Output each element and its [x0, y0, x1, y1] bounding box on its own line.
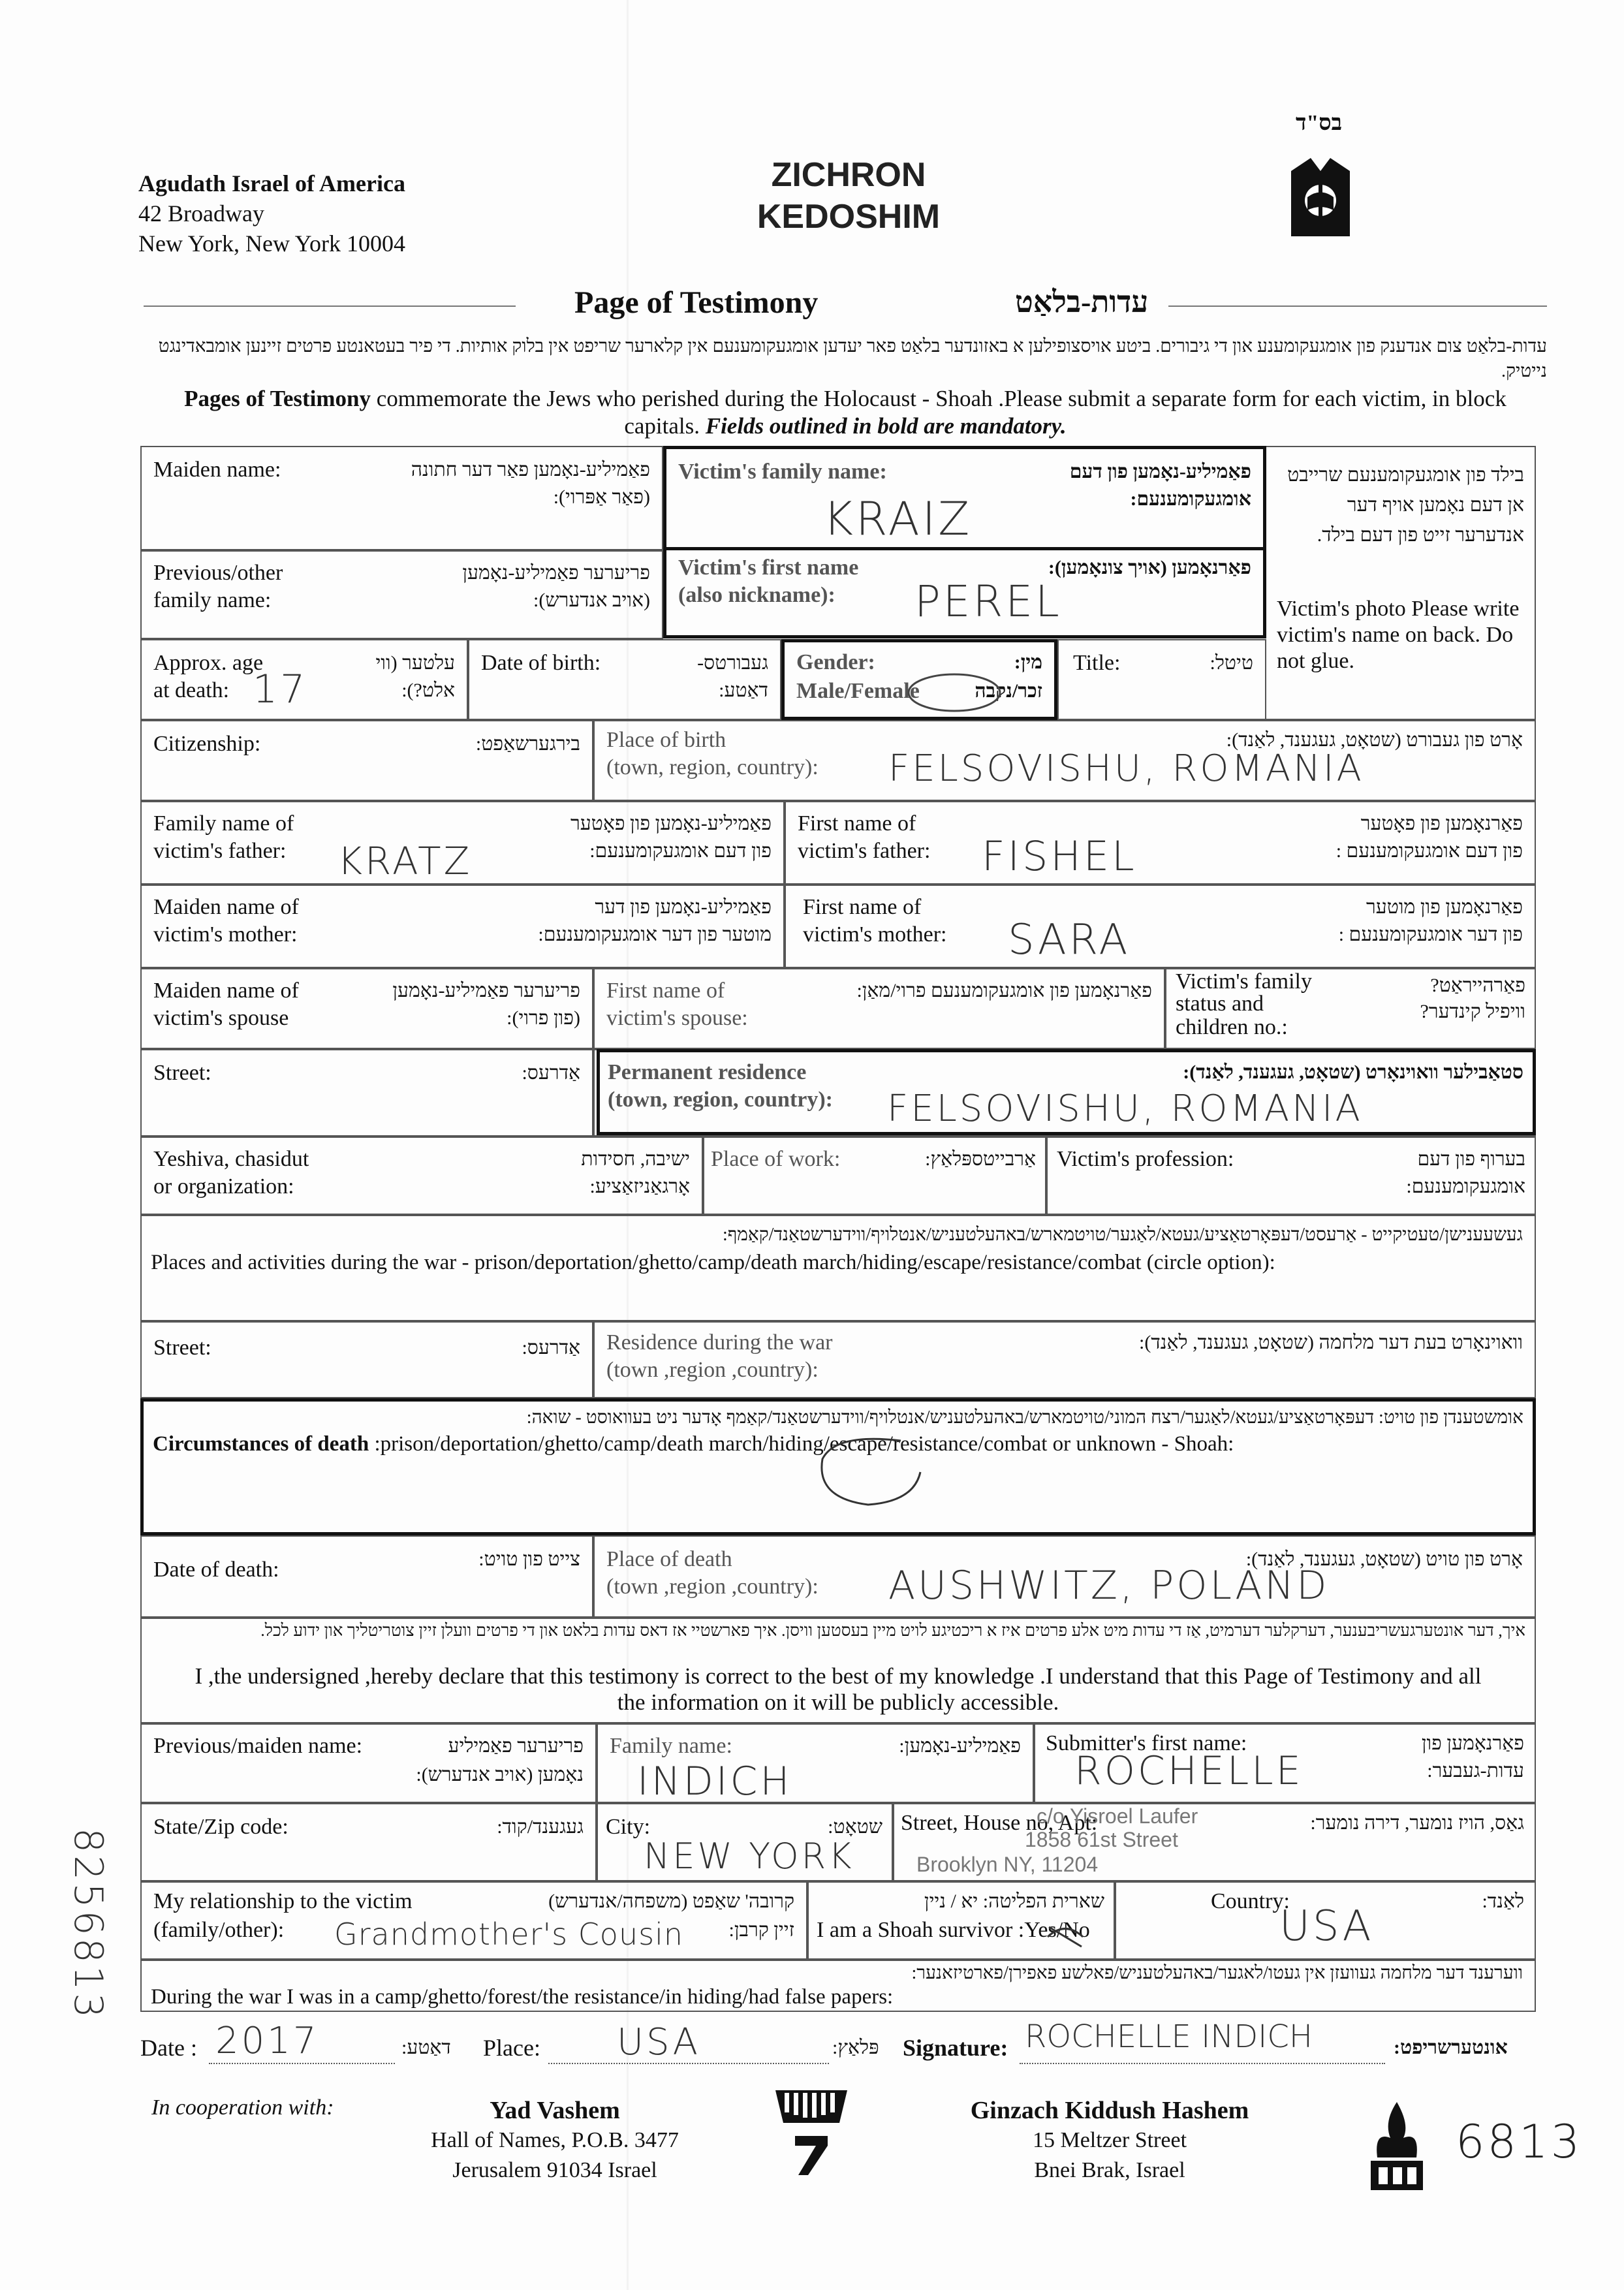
war-places-en: Places and activities during the war - prison/deportation/ghetto/camp/death march/hiding/escape/resistance/combat (circle option): [151, 1251, 1275, 1274]
father-family-he1: פאַמיליע-נאָמען פון פאָטער [570, 813, 772, 834]
family-status-en1: Victim's family [1176, 969, 1312, 994]
father-family-en2: victim's father: [153, 839, 287, 863]
signature-label: Signature: [903, 2035, 1008, 2061]
sub-family-label: Family name: [610, 1734, 732, 1758]
circ-en-text: :prison/deportation/ghetto/camp/death march/hiding/escape/resistance/combat or unknown - Shoah: [369, 1432, 1234, 1456]
maiden-name-label: Maiden name: [153, 458, 281, 482]
sub-family-he: פאַמיליע-נאָמען: [899, 1735, 1021, 1757]
date-line [209, 2063, 395, 2064]
maiden-name-cell[interactable] [140, 446, 663, 550]
country-cell[interactable] [1115, 1881, 1536, 1960]
pod-en2: (town ,region ,country): [606, 1575, 819, 1599]
age-he: עלטער (ווי אלט?): [375, 652, 455, 701]
place-of-birth-cell[interactable] [593, 720, 1536, 801]
perm-res-value[interactable]: FELSOVISHU, ROMANIA [887, 1088, 1363, 1130]
camp-circle-icon [809, 1433, 927, 1511]
circ-en [153, 1430, 1234, 1458]
agudath-logo-icon [1285, 145, 1356, 246]
sub-family-value[interactable]: INDICH [637, 1759, 792, 1804]
father-family-he2: פון דעם אומגעקומענעם: [589, 840, 772, 862]
spouse-first-cell[interactable] [593, 968, 1165, 1049]
bsd-mark: בס"ד [1296, 111, 1342, 135]
org-block [138, 168, 405, 259]
father-family-en1: Family name of [153, 811, 294, 836]
place-he: פּלאַץ: [832, 2037, 879, 2058]
death-date-cell[interactable] [140, 1535, 593, 1618]
war-res-he: וואוינאָרט בעת דער מלחמה (שטאָט, געגענד, לאַנד): [1139, 1332, 1523, 1353]
circ-he: אומשטענדן פון טויט: דעפּאָרטאַציע/געטא/לאַגער/רצח המוני/טויטמארש/באהעלטעניש/אנטלויף/ווידערשטאַנד/קאַמף אָדער ניט בעוואוסט - שואה: [526, 1407, 1523, 1428]
father-first-he1: פאַרנאָמען פון פאָטער [1360, 813, 1523, 834]
mother-maiden-en1: Maiden name of [153, 895, 299, 919]
relationship-he2: זיין קרבן: [728, 1919, 794, 1941]
yeshiva-he1: ישיבה, חסידות [581, 1148, 690, 1170]
city-cell[interactable] [597, 1803, 893, 1881]
circ-en-bold: Circumstances of death [153, 1432, 369, 1456]
spouse-first-en2: victim's spouse: [606, 1006, 748, 1030]
photo-he: בילד פון אומגעקומענעם שרייבט אן דעם נאָמען אויף דער אנדערער זייט פון דעם בילד. [1287, 464, 1524, 546]
profession-he1: בערוף פון דעם [1417, 1148, 1525, 1170]
margin-number: 8256813 [65, 1828, 111, 2021]
age-en2: at death: [153, 678, 230, 702]
dob-cell[interactable] [468, 639, 781, 720]
street-label: Street: [153, 1061, 211, 1085]
war-places-he: געשעענישן/טעטיקייט - אַרעסט/דעפּאָרטאַציע/געטא/לאַגער/טויטמארש/באהעלטעניש/אנטלויף/ווידערשטאַנד/קאַמף: [723, 1225, 1523, 1245]
relationship-en2: (family/other): [153, 1918, 285, 1942]
age-cell[interactable] [140, 639, 468, 720]
age-value[interactable]: 17 [253, 667, 308, 712]
family-status-en3: children no.: [1176, 1015, 1288, 1039]
gk-addr1: 15 Meltzer Street [1032, 2128, 1187, 2152]
work-he: אַרבייטספּלאַץ: [925, 1148, 1036, 1170]
state-zip-label: State/Zip code: [153, 1815, 289, 1839]
photo-cell[interactable] [1266, 446, 1536, 720]
yeshiva-en1: Yeshiva, chasidut [153, 1147, 309, 1171]
war-me-en: During the war I was in a camp/ghetto/forest/the resistance/in hiding/had false papers: [151, 1985, 894, 2009]
title-line1: ZICHRON [771, 156, 926, 194]
war-me-he: ווערענד דער מלחמה געוועזן אין געטו/לאגער/באהעלטעניש/פאלשע פאפירן/פארטיזאנער: [911, 1963, 1523, 1983]
org-address2: New York, New York 10004 [138, 230, 406, 257]
place-of-work-cell[interactable] [703, 1137, 1046, 1215]
pod-value[interactable]: AUSHWITZ, POLAND [888, 1563, 1330, 1608]
state-zip-he: געגענד/קוד: [497, 1816, 584, 1838]
ginzach-block [914, 2095, 1305, 2186]
gender-he1: מין: [1014, 651, 1042, 673]
org-name: Agudath Israel of America [138, 170, 405, 196]
perm-res-en2: (town, region, country): [608, 1088, 833, 1112]
title-he: עדות-בלאַט [1015, 285, 1149, 319]
ginzach-logo-icon [1358, 2099, 1436, 2200]
pod-he: אָרט פון טויט (שטאָט, געגענד, לאַנד): [1245, 1548, 1523, 1570]
declaration-he: איך, דער אונטערגעשריבענער, דערקלער דערמיט, אַז די עדות מיט אלע פרטים איז א ריכטיגע לויט מיין בעסטען וויסן. איך פארשטיי אז דאס עדות בלאט און די פרטים וועלן זיין צוטריטליך און ידוע לכל. [260, 1621, 1525, 1640]
family-status-he2: וויפיל קינדער? [1420, 1001, 1525, 1022]
family-status-en2: status and [1176, 992, 1264, 1016]
place-label: Place: [483, 2035, 540, 2061]
mother-first-cell[interactable] [785, 885, 1536, 968]
prev-family-cell[interactable] [140, 550, 663, 639]
city-label: City: [606, 1815, 651, 1839]
date-value[interactable]: 2017 [215, 2020, 319, 2062]
citizenship-cell[interactable] [140, 720, 593, 801]
no-circle-icon [1042, 1921, 1088, 1953]
address-stamp-line2: 1858 61st Street [1025, 1828, 1178, 1851]
mother-maiden-he1: פאַמיליע-נאָמען פון דער [595, 896, 772, 918]
sub-prev-label: Previous/maiden name: [153, 1734, 363, 1758]
mother-first-en2: victim's mother: [803, 922, 947, 947]
father-first-he2: פון דעם אומגעקומענעם : [1335, 840, 1523, 862]
gender-en1: Gender: [796, 650, 875, 674]
spouse-maiden-he2: (פון פרוי): [507, 1007, 580, 1029]
spouse-first-en1: First name of [606, 979, 725, 1003]
yeshiva-en2: or organization: [153, 1174, 294, 1199]
war-street-cell[interactable] [140, 1321, 593, 1398]
pob-en2: (town, region, country): [606, 755, 819, 779]
signature-value[interactable]: ROCHELLE INDICH [1025, 2018, 1313, 2055]
mother-first-he2: פון דער אומגעקומענעם : [1338, 924, 1523, 945]
street-house-cell[interactable] [893, 1803, 1536, 1881]
org-address1: 42 Broadway [138, 200, 264, 227]
mother-maiden-cell[interactable] [140, 885, 785, 968]
page-of-testimony-title [144, 285, 1547, 326]
dob-he: געבורטס- דאַטע: [697, 652, 768, 701]
war-residence-cell[interactable] [593, 1321, 1536, 1398]
father-family-value[interactable]: KRATZ [337, 839, 473, 883]
citizenship-he: בירגערשאַפט: [475, 733, 580, 755]
yad-vashem-block [392, 2095, 718, 2186]
title-label: Title: [1073, 651, 1121, 675]
perm-res-he: סטאַבילער וואוינאָרט (שטאָט, געגענד, לאַנד): [1183, 1061, 1523, 1083]
war-places-cell[interactable] [140, 1215, 1536, 1321]
profession-label: Victim's profession: [1057, 1147, 1234, 1171]
mother-first-en1: First name of [803, 895, 922, 919]
relationship-cell[interactable] [140, 1881, 807, 1960]
title-en: Page of Testimony [574, 285, 819, 320]
spouse-maiden-en2: victim's spouse [153, 1006, 289, 1030]
mother-maiden-he2: מוטער פון דער אומגעקומענעם: [538, 924, 772, 945]
survivor-en: I am a Shoah survivor :Yes/No [817, 1918, 1090, 1942]
submitter-prev-name-cell[interactable] [140, 1723, 597, 1803]
country-he: לאַנד: [1482, 1890, 1524, 1912]
death-place-cell[interactable] [593, 1535, 1536, 1618]
yv-title: Yad Vashem [490, 2097, 620, 2124]
submitter-first-cell[interactable] [1034, 1723, 1536, 1803]
family-status-cell[interactable] [1165, 968, 1536, 1049]
first-name-cell[interactable] [663, 547, 1266, 638]
permanent-residence-cell[interactable] [597, 1049, 1536, 1135]
title-cell[interactable] [1057, 639, 1266, 720]
gk-addr2: Bnei Brak, Israel [1034, 2158, 1185, 2182]
sub-prev-he1: פריערער פאַמיליע [448, 1735, 584, 1757]
father-first-en1: First name of [798, 811, 916, 836]
spouse-first-he: פאַרנאָמען פון אומגעקומענעם פרוי/מאַן: [856, 980, 1152, 1001]
sub-first-label: Submitter's first name: [1046, 1731, 1247, 1755]
profession-cell[interactable] [1046, 1137, 1536, 1215]
declaration-cell [140, 1618, 1536, 1723]
mother-first-value[interactable]: SARA [1008, 916, 1131, 964]
street-he: אַדרעס: [522, 1062, 580, 1084]
intro-english [144, 385, 1547, 440]
prev-family-he: פריערער פאַמיליע-נאָמען (אויב אנדערש): [462, 562, 650, 611]
father-first-value[interactable]: FISHEL [982, 832, 1137, 880]
gk-title: Ginzach Kiddush Hashem [970, 2097, 1249, 2124]
place-value[interactable]: USA [617, 2021, 700, 2063]
spouse-maiden-en1: Maiden name of [153, 979, 299, 1003]
photo-en: Victim's photo Please write victim's name on back. Do not glue. [1277, 597, 1520, 673]
title-he-label: טיטל: [1210, 652, 1253, 674]
prev-family-en2: family name: [153, 588, 272, 612]
female-circle-icon [905, 670, 1003, 715]
sub-prev-he2: נאָמען (אויב אנדערש): [416, 1764, 584, 1785]
address-stamp-line3: Brooklyn NY, 11204 [916, 1853, 1099, 1876]
survivor-cell[interactable] [807, 1881, 1115, 1960]
pod-en1: Place of death [606, 1547, 732, 1571]
yv-addr2: Jerusalem 91034 Israel [452, 2158, 657, 2182]
signature-row [140, 2018, 1536, 2075]
country-value[interactable]: USA [1279, 1902, 1374, 1951]
war-res-en1: Residence during the war [606, 1330, 833, 1355]
relationship-he1: קרובה' שאַפט (משפחה/אנדערש) [548, 1890, 794, 1912]
signature-he: אונטערשריפט: [1394, 2037, 1508, 2058]
relationship-value[interactable]: Grandmother's Cousin [334, 1917, 684, 1952]
war-me-cell[interactable] [140, 1960, 1536, 2012]
signature-line [1020, 2063, 1385, 2064]
declaration-en: I ,the undersigned ,hereby declare that this testimony is correct to the best of my knowledge .I understand that this Page of Testimony and all the information on it will be publicly accessible. [195, 1663, 1482, 1715]
mother-first-he1: פאַרנאָמען פון מוטער [1366, 896, 1523, 918]
relationship-en1: My relationship to the victim [153, 1889, 413, 1913]
form-header-title [718, 154, 979, 238]
cooperation-label: In cooperation with: [151, 2095, 334, 2120]
family-name-he: פאַמיליע-נאָמען פון דעם אומגעקומענעם: [1069, 461, 1251, 510]
first-name-en1: Victim's first name [678, 556, 859, 580]
gender-en2: Male/Female [796, 679, 920, 703]
pob-en1: Place of birth [606, 728, 726, 752]
form-number: 6813 [1456, 2115, 1583, 2169]
first-name-en2: (also nickname): [678, 583, 835, 607]
country-label: Country: [1211, 1889, 1290, 1913]
spouse-maiden-cell[interactable] [140, 968, 593, 1049]
family-name-value[interactable]: KRAIZ [823, 492, 973, 546]
date-label: Date : [140, 2035, 197, 2061]
yeshiva-he2: אָרגאַניזאַציע: [589, 1176, 690, 1197]
yeshiva-cell[interactable] [140, 1137, 703, 1215]
citizenship-label: Citizenship: [153, 732, 261, 756]
title-rule-right [1168, 306, 1547, 307]
work-label: Place of work: [711, 1147, 841, 1171]
street-cell[interactable] [140, 1049, 593, 1137]
maiden-name-he: פאַמיליע-נאָמען פאַר דער חתונה (פאַר אַפּרוי): [411, 459, 650, 508]
dod-label: Date of death: [153, 1558, 279, 1582]
pob-value[interactable]: FELSOVISHU, ROMANIA [888, 747, 1364, 790]
gender-cell[interactable] [781, 639, 1057, 720]
address-stamp-line1: c/o Yisroel Laufer [1037, 1804, 1198, 1828]
age-en1: Approx. age [153, 651, 264, 675]
war-res-en2: (town ,region ,country): [606, 1358, 819, 1382]
sub-first-value[interactable]: ROCHELLE [1074, 1748, 1304, 1794]
first-name-value[interactable]: PEREL [914, 576, 1062, 627]
perm-res-en1: Permanent residence [608, 1060, 807, 1084]
title-line2: KEDOSHIM [757, 198, 941, 236]
prev-family-en1: Previous/other [153, 561, 283, 585]
family-status-he1: פאַרהייראַט? [1430, 975, 1525, 996]
father-family-cell[interactable] [140, 801, 785, 885]
family-name-cell[interactable] [663, 446, 1266, 550]
title-rule-left [144, 306, 516, 307]
war-street-he: אַדרעס: [522, 1337, 580, 1358]
dob-label: Date of birth: [481, 651, 601, 675]
street-house-label: Street, House no, Apt: [901, 1811, 1098, 1835]
intro-hebrew: עדות-בלאַט צום אנדענק פון אומגעקומענע און די גיבורים. ביטע אויסצופילען א באזונדער בלאַט פאר יעדען אומגעקומענעם אין קלארער שריפט אין בלוק אותיות. די פיר בעטאנטע פרטים זיינען אומבאדינגט נייטיק. [158, 336, 1547, 381]
war-street-label: Street: [153, 1336, 211, 1360]
street-house-he: גאַס, הויז נומער, דירה נומער: [1310, 1812, 1524, 1834]
date-he: דאַטע: [401, 2037, 451, 2058]
spouse-maiden-he1: פריערער פאַמיליע-נאָמען [392, 980, 580, 1001]
intro-text: commemorate the Jews who perished during the Holocaust - Shoah .Please submit a separate form for each victim, in block capitals. [371, 386, 1507, 439]
submitter-family-cell[interactable] [597, 1723, 1034, 1803]
sub-first-he2: עדות-געבער: [1427, 1760, 1524, 1781]
pob-he: אָרט פון געבורט (שטאָט, געגענד, לאַנד): [1226, 729, 1523, 751]
mother-maiden-en2: victim's mother: [153, 922, 298, 947]
intro-italic: Fields outlined in bold are mandatory. [705, 413, 1067, 439]
sub-first-he1: פאַרנאָמען פון [1421, 1733, 1524, 1754]
family-name-label: Victim's family name: [678, 460, 887, 484]
survivor-he: שארית הפליטה: יא / ניין [924, 1890, 1104, 1912]
father-first-en2: victim's father: [798, 839, 931, 863]
father-first-cell[interactable] [785, 801, 1536, 885]
yv-addr1: Hall of Names, P.O.B. 3477 [431, 2128, 679, 2152]
city-he: שטאָט: [828, 1816, 882, 1838]
circumstances-cell[interactable] [140, 1398, 1536, 1535]
state-zip-cell[interactable] [140, 1803, 597, 1881]
gender-he2: זכר/נקבה [975, 680, 1042, 702]
city-value[interactable]: NEW YORK [644, 1836, 854, 1877]
profession-he2: אומגעקומענעם: [1406, 1176, 1525, 1197]
dod-he: צייט פון טויט: [478, 1548, 580, 1570]
first-name-he: פאַרנאָמען (אויך צונאָמען): [1048, 557, 1251, 578]
intro-bold: Pages of Testimony [184, 386, 371, 411]
yad-vashem-logo-icon [769, 2084, 854, 2191]
